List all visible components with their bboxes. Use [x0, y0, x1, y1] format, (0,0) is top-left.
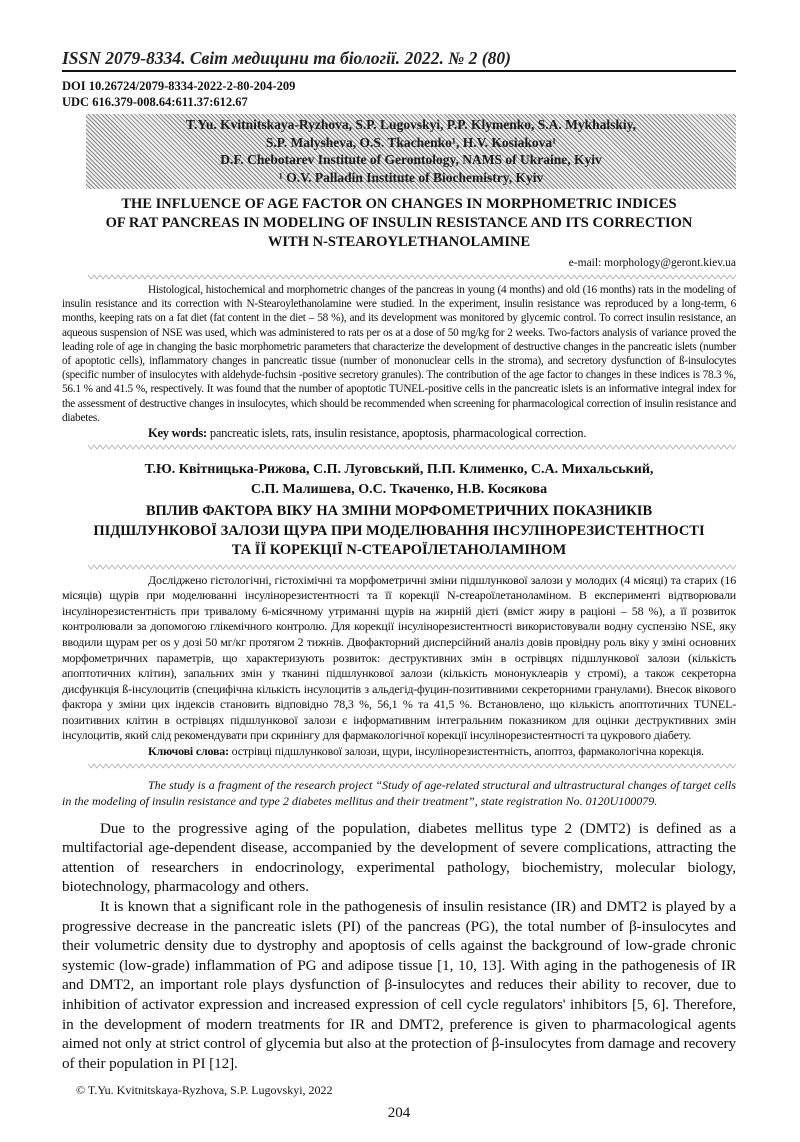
study-note-text: The study is a fragment of the research project “Study of age-related structural and ultrastructural changes of target cells in the modeling of insulin resistance and type 2 diabetes mellitus and their treatment”, state registration No. 0120U100079. — [62, 777, 736, 808]
copyright: © T.Yu. Kvitnitskaya-Ryzhova, S.P. Lugovskyi, 2022 — [76, 1083, 333, 1098]
english-title — [62, 195, 736, 252]
authors-line: Т.Ю. Квітницька-Рижова, С.П. Луговський, П.П. Клименко, С.А. Михальський, — [144, 462, 654, 478]
header-rule — [62, 70, 736, 72]
wavy-divider — [88, 564, 736, 570]
keywords-text: острівці підшлункової залози, щури, інсулінорезистентність, апоптоз, фармакологічна корекція. — [228, 744, 704, 759]
page-number: 204 — [387, 1105, 411, 1122]
author-box — [86, 114, 736, 189]
wavy-divider — [88, 444, 736, 450]
email: e-mail: morphology@geront.kiev.ua — [568, 257, 736, 269]
study-note — [62, 777, 736, 809]
abstract-text: Досліджено гістологічні, гістохімічні та морфометричні зміни підшлункової залози у молодих (4 місяці) та старих (16 місяців) щурів при моделюванні інсулінорезистентності та її корекції N-стеароїлетаноламіном. В експерименті відтворювали інсулінорезистентність при тривалому 6-місячному утриманні щурів на жирній дієті (вміст жиру в раціоні – 58 %), а її розвиток контролювали за допомогою глікемічного контролю. Для корекції інсулінорезистентності використовували водну суспензію NSE, яку вводили щурам per os у дозі 50 мг/кг протягом 2 тижнів. Двофакторний дисперсійний аналіз довів провідну роль віку у зміні основних морфометричних параметрів, що характеризують розвиток: деструктивних змін в острівцях підшлункової залози (кількість апоптотичних клітин), запальних змін у тканині підшлункової залози (кількість мононуклеарів у стромі), а також секреторна дисфункція ß-інсулоцитів (специфічна кількість інсулоцитів з альдегід-фуцин-позитивними секреторними гранулами). Внесок вікового фактора у зміни цих індексів становить відповідно 78,3 %, 56,1 % та 41,5 %. Встановлено, що кількість апоптотичних TUNEL-позитивних клітин в острівцях підшлункової залози є інформативним інтегральним показником для оцінки деструктивних змін інсулоцитів, який слід рекомендувати при скринінгу для фармакологічної корекції інсулінорезистентності та цукрового діабету. — [62, 572, 736, 743]
authors-line: С.П. Малишева, О.С. Ткаченко, Н.В. Косякова — [250, 482, 548, 498]
title-line: ПІДШЛУНКОВОЇ ЗАЛОЗИ ЩУРА ПРИ МОДЕЛЮВАННЯ ІНСУЛІНОРЕЗИСТЕНТНОСТІ — [93, 522, 705, 539]
paragraph: Due to the progressive aging of the population, diabetes mellitus type 2 (DMT2) is defined as a multifactorial age-dependent disease, accompanied by the development of severe complications, attracting the attention of researchers in endocrinology, experimental pathology, biochemistry, molecular biology, biotechnology, pharmacology and others. — [62, 819, 736, 896]
wavy-divider — [88, 274, 736, 280]
authors-line: T.Yu. Kvitnitskaya-Ryzhova, S.P. Lugovskyi, P.P. Klymenko, S.A. Mykhalskiy, — [185, 117, 637, 132]
wavy-divider — [88, 763, 736, 769]
paragraph: It is known that a significant role in the pathogenesis of insulin resistance (IR) and DMT2 is played by a progressive decrease in the pancreatic islets (PI) of the pancreas (PG), the total number of β-insulocytes and their volumetric density due to dystrophy and apoptosis of cells against the background of low-grade chronic systemic (low-grade) inflammation of PG and adipose tissue [1, 10, 13]. With aging in the pathogenesis of IR and DMT2, an important role plays dysfunction of β-insulocytes and reduces their ability to recover, due to inhibition of activator expression and increased expression of cell cycle regulators' inhibitors [5, 6]. Therefore, in the development of modern treatments for IR and DMT2, preference is given to pharmacological agents aimed not only at strict control of glycemia but also at the protection of β-insulocytes from damage and recovery of their population in PI [12]. — [62, 898, 736, 1072]
title-line: WITH N-STEAROYLETHANOLAMINE — [267, 234, 531, 250]
affiliation: D.F. Chebotarev Institute of Gerontology, NAMS of Ukraine, Kyiv — [220, 152, 602, 167]
udc: UDC 616.379-008.64:611.37:612.67 — [62, 95, 248, 109]
identifiers — [62, 78, 736, 110]
title-line: OF RAT PANCREAS IN MODELING OF INSULIN RESISTANCE AND ITS CORRECTION — [105, 215, 693, 231]
journal-header: ISSN 2079-8334. Світ медицини та біології. 2022. № 2 (80) — [62, 48, 511, 68]
keywords-text: pancreatic islets, rats, insulin resistance, apoptosis, pharmacological correction. — [206, 426, 587, 441]
body-text — [62, 819, 736, 1074]
keywords-label: Key words: — [148, 426, 207, 441]
ukrainian-abstract — [62, 573, 736, 760]
keywords — [62, 425, 736, 441]
title-line: ВПЛИВ ФАКТОРА ВІКУ НА ЗМІНИ МОРФОМЕТРИЧНИХ ПОКАЗНИКІВ — [145, 503, 653, 520]
title-line: THE INFLUENCE OF AGE FACTOR ON CHANGES IN MORPHOMETRIC INDICES — [121, 196, 677, 212]
title-line: ТА ЇЇ КОРЕКЦІЇ N-СТЕАРОЇЛЕТАНОЛАМІНОМ — [231, 542, 567, 559]
ukrainian-authors — [62, 460, 736, 500]
keywords — [62, 744, 736, 760]
keywords-label: Ключові слова: — [148, 744, 229, 759]
authors-line: S.P. Malysheva, O.S. Tkachenko¹, H.V. Kosiakova¹ — [265, 134, 557, 150]
doi: DOI 10.26724/2079-8334-2022-2-80-204-209 — [62, 79, 296, 93]
abstract-text: Histological, histochemical and morphometric changes of the pancreas in young (4 months) and old (16 months) rats in the modeling of insulin resistance and its correction with N-Stearoylethanolamine were studied. In the experiment, insulin resistance was reproduced by a long-term, 6 months, keeping rats on a fat diet (fat content in the diet – 58 %), and its development was monitored by glycemic control. To correct insulin resistance, an aqueous suspension of NSE was used, which was administered to rats per os at a dose of 50 mg/kg for 2 weeks. Two-factors analysis of variance proved the leading role of age in changing the basic morphometric parameters that characterize the development of destructive changes in the pancreatic islets (number of apoptotic cells), inflammatory changes in pancreatic tissue (number of mononuclear cells in the stroma), and secretory dysfunction of ß-insulocytes (specific number of insulocytes with aldehyde-fuchsin -positive secretory granules). The contribution of the age factor to changes in these indices is 78.3 %, 56.1 % and 41.5 %, respectively. It was found that the number of apoptotic TUNEL-positive cells in the pancreatic islets is an informative integral index for the assessment of destructive changes in insulocytes, which should be recommended when screening for pharmacological correction of insulin resistance and diabetes. — [62, 284, 736, 424]
ukrainian-title — [62, 502, 736, 561]
english-abstract — [62, 283, 736, 441]
affiliation: ¹ O.V. Palladin Institute of Biochemistry, Kyiv — [278, 169, 544, 185]
